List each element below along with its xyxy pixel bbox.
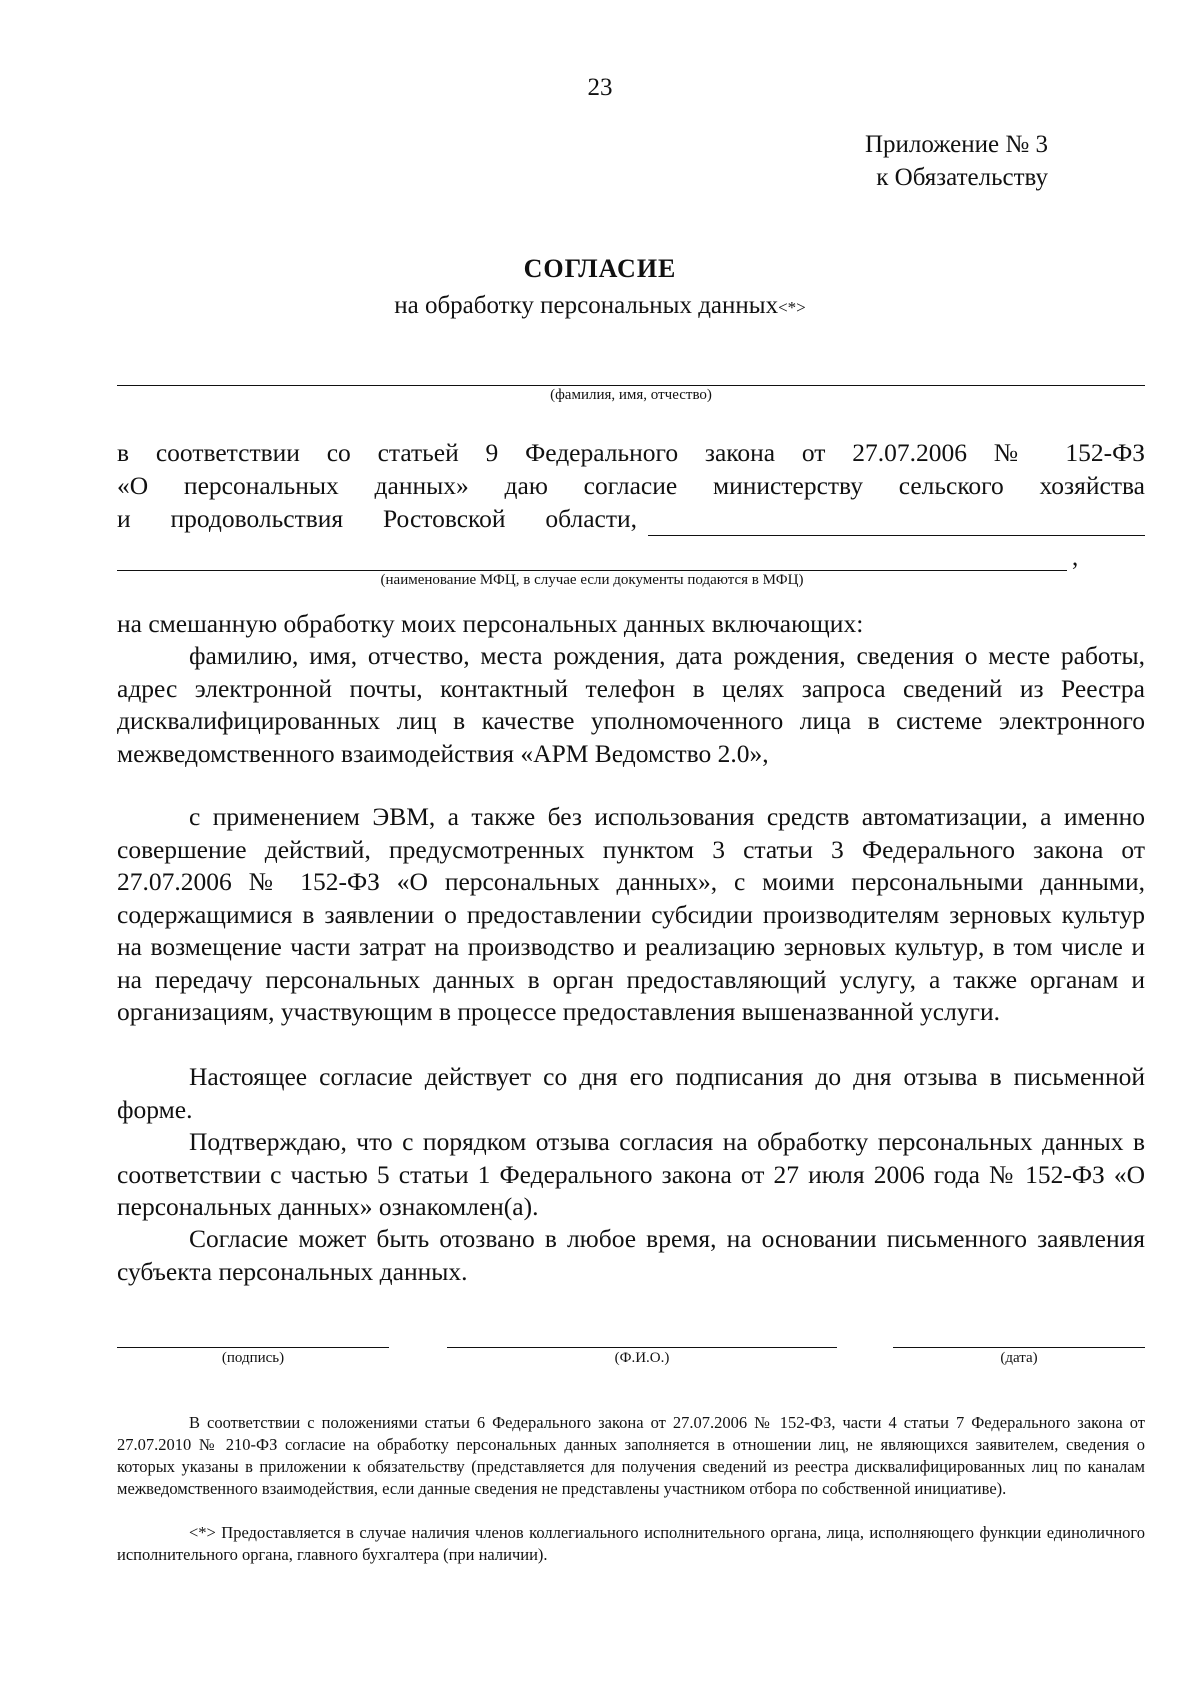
intro-line-3: и продовольствия Ростовской области, — [117, 504, 637, 533]
appendix-header — [865, 128, 1048, 194]
body-paragraph-0: на смешанную обработку моих персональных данных включающих: — [117, 609, 864, 638]
intro-line-2: «О персональных данных» даю согласие министерству сельского хозяйства — [117, 471, 1145, 500]
body-paragraph-5: Согласие может быть отозвано в любое время, на основании письменного заявления субъекта персональных данных. — [117, 1224, 1145, 1286]
footnote-2: <*> Предоставляется в случае наличия членов коллегиального исполнительного органа, лица, исполняющего функции единоличного исполнительного органа, главного бухгалтера (при наличии). — [117, 1523, 1145, 1564]
signature-caption: (подпись) — [221, 1350, 285, 1366]
fio-caption: (фамилия, имя, отчество) — [550, 387, 712, 403]
document-subtitle — [0, 292, 1200, 320]
body-paragraph-1: фамилию, имя, отчество, места рождения, дата рождения, сведения о месте работы, адрес электронной почты, контактный телефон в целях запроса сведений из Реестра дисквалифицированных лиц в качестве уполномоченного лица в системе электронного межведомственного взаимодействия «АРМ Ведомство 2.0», — [117, 641, 1145, 768]
page-number: 23 — [587, 74, 613, 101]
mfc-comma: , — [1072, 544, 1079, 571]
footnote-marker: <*> — [778, 298, 806, 317]
appendix-line-1: Приложение № 3 — [864, 131, 1048, 158]
date-caption: (дата) — [1000, 1350, 1038, 1366]
fio-signature-line[interactable] — [447, 1347, 837, 1348]
document-title: СОГЛАСИЕ — [523, 254, 677, 283]
footnote-1: В соответствии с положениями статьи 6 Федерального закона от 27.07.2006 № 152-ФЗ, части 4 статьи 7 Федерального закона от 27.07.2010 № 210-ФЗ согласие на обработку персональных данных заполняется в отношении лиц, не являющихся заявителем, сведения о которых указаны в приложении к обязательству (представляется для получения сведений из реестра дисквалифицированных лиц по каналам межведомственного взаимодействия, если данные сведения не представлены участником отбора по собственной инициативе). — [117, 1413, 1145, 1498]
subtitle-text: на обработку персональных данных — [394, 292, 779, 319]
body-paragraph-2: с применением ЭВМ, а также без использования средств автоматизации, а именно совершение действий, предусмотренных пунктом 3 статьи 3 Федерального закона от 27.07.2006 № 152-ФЗ «О персональных данных», с моими персональными данными, содержащимися в заявлении о предоставлении субсидии производителям зерновых культур на возмещение части затрат на производство и реализацию зерновых культур, в том числе и на передачу персональных данных в орган предоставляющий услугу, а также органам и организациям, участвующим в процессе предоставления вышеназванной услуги. — [117, 802, 1145, 1026]
mfc-caption: (наименование МФЦ, в случае если документы подаются в МФЦ) — [380, 572, 804, 588]
fio-field-line[interactable] — [117, 385, 1145, 386]
fio-signature-caption: (Ф.И.О.) — [614, 1350, 670, 1366]
intro-line-1: в соответствии со статьей 9 Федерального закона от 27.07.2006 № 152-ФЗ — [117, 438, 1145, 467]
date-line[interactable] — [893, 1347, 1145, 1348]
signature-line[interactable] — [117, 1347, 389, 1348]
body-paragraph-3: Настоящее согласие действует со дня его подписания до дня отзыва в письменной форме. — [117, 1062, 1145, 1124]
ministry-field-line[interactable] — [648, 535, 1145, 536]
body-paragraph-4: Подтверждаю, что с порядком отзыва согласия на обработку персональных данных в соответствии с частью 5 статьи 1 Федерального закона от 27 июля 2006 года № 152-ФЗ «О персональных данных» ознакомлен(а). — [117, 1127, 1145, 1221]
appendix-line-2: к Обязательству — [876, 164, 1048, 191]
mfc-field-line[interactable] — [117, 570, 1067, 571]
